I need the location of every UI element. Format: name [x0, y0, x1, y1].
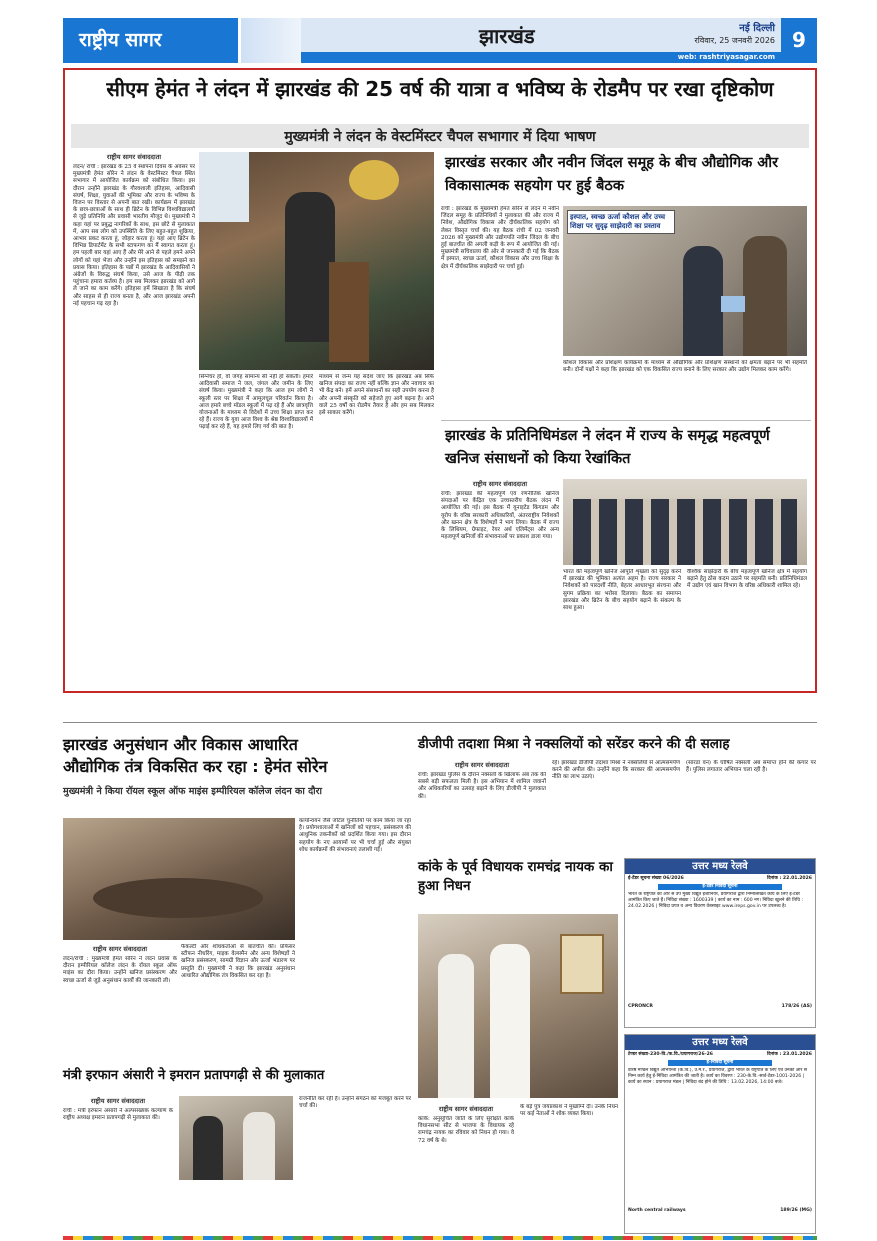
kanke-col2-text: के बड़े पुत्र जयप्रकाश ने मुखाग्नि दी। उनके निधन पर कई नेताओं ने शोक व्यक्त किया। [520, 1104, 618, 1118]
section-name: झारखंड [479, 24, 535, 48]
tender2-handle: North central railways [628, 1208, 686, 1213]
minerals-col1 [441, 479, 559, 685]
lead-headline: सीएम हेमंत ने लंदन में झारखंड की 25 वर्ष की यात्रा व भविष्य के रोडमैप पर रखा दृष्टिकोण [106, 77, 774, 101]
tender-notice-1 [624, 858, 816, 1028]
kanke-col1 [418, 1104, 514, 1234]
masthead-city: नई दिल्ली [739, 23, 775, 34]
research-headline-1: झारखंड अनुसंधान और विकास आधारित [63, 735, 298, 754]
jindal-body: रांची : झारखंड के मुख्यमंत्री हेमंत सोरेन से लंदन में नवीन जिंदल समूह के प्रतिनिधियों ने मुलाकात की और राज्य में निवेश, औद्योगिक विकास और दीर्घकालिक सहयोग को लेकर विस्तृत चर्चा की। यह बैठक रांची में 02 जनवरी 2026 को मुख्यमंत्री और उद्योगपति नवीन जिंदल के बीच हुई बातचीत की अगली कड़ी के रूप में आयोजित की गई। मुख्यमंत्री सचिवालय की ओर से जानकारी दी गई कि बैठक में इस्पात, स्वच्छ ऊर्जा, कौशल विकास और उच्च शिक्षा के क्षेत्र में दीर्घकालिक साझेदारी पर चर्चा हुई। [441, 206, 559, 270]
podium [329, 262, 369, 362]
research-byline: राष्ट्रीय सागर संवाददाता [92, 945, 148, 953]
irfan-figure-1 [193, 1116, 223, 1180]
dgp-story [418, 734, 816, 852]
jindal-inset-text: इस्पात, स्वच्छ ऊर्जा कौशल और उच्च शिक्षा पर सुदृढ़ साझेदारी का प्रस्ताव [570, 213, 666, 230]
lead-photo [199, 152, 434, 370]
dgp-col2-text: रहें। झारखंड डीजीपी तदाशा मिश्रा ने नक्सलियों से आत्मसमर्पण करने की अपील की। उन्होंने कहा कि सरकार की आत्मसमर्पण नीति का लाभ उठाएं। [552, 760, 680, 781]
tender-notice-2 [624, 1034, 816, 1234]
jindal-headline: झारखंड सरकार और नवीन जिंदल समूह के बीच औद्योगिक और विकासात्मक सहयोग पर हुई बैठक [445, 155, 779, 194]
tender1-footer: 178/26 (AS) [781, 1004, 812, 1009]
minerals-story [441, 420, 811, 687]
research-col2-text: फैकल्टी और शोधकर्ताओं से बातचीत की। प्रोफेसर स्टीफन नीधरिंग, माइक वेल्समैन और अन्य विशेषज्ञों ने खनिज प्रसंस्करण, सामग्री विज्ञान और ऊर्जा भंडारण पर प्रस्तुति दी। मुख्यमंत्री ने कहा कि झारखंड अनुसंधान आधारित औद्योगिक तंत्र विकसित कर रहा है। [181, 944, 295, 979]
minerals-body2: भारत की महत्वपूर्ण खनिज आपूर्ति शृंखला को सुदृढ़ करने में झारखंड की भूमिका अत्यंत अहम है। राज्य सरकार ने निवेशकों को पारदर्शी नीति, बेहतर आधारभूत संरचना और सुगम प्रक्रिया का भरोसा दिलाया। बैठक का समापन झारखंड और ब्रिटेन के बीच सहयोग बढ़ाने के संकल्प के साथ हुआ। [563, 569, 681, 612]
kanke-story [418, 858, 618, 1234]
lead-subhead: मुख्यमंत्री ने लंदन के वेस्टमिंस्टर चैपल सभागार में दिया भाषण [284, 129, 596, 145]
jindal-photo [563, 206, 807, 356]
lead-col1 [73, 152, 195, 687]
irfan-headline: मंत्री इरफान अंसारी ने इमरान प्रतापगढ़ी से की मुलाकात [63, 1068, 325, 1083]
minerals-body3: वैश्विक साझेदारी के बीच महत्वपूर्ण खनिज क्षेत्र में सहयोग बढ़ाने हेतु ठोस कदम उठाने पर सहमति बनी। प्रतिनिधिमंडल में उद्योग एवं खान विभाग के वरिष्ठ अधिकारी शामिल रहे। [687, 569, 807, 590]
kanke-headline: कांके के पूर्व विधायक रामचंद्र नायक का हुआ निधन [418, 859, 613, 894]
tender2-notice-no: टेण्डर संख्या-230-वि./क.वि./प्रयागराज/26-26 [628, 1052, 713, 1057]
tender2-title: ई-निविदा सूचना [668, 1060, 772, 1066]
dgp-byline: राष्ट्रीय सागर संवाददाता [454, 761, 510, 769]
irfan-col2-text: राजनीति कर रही है। उन्होंने संगठन को मजबूत करने पर चर्चा की। [299, 1096, 411, 1110]
jindal-body-col [441, 206, 559, 412]
masthead-band [301, 18, 781, 52]
memento [721, 296, 745, 312]
research-subhead: मुख्यमंत्री ने किया रॉयल स्कूल ऑफ माइंस इम्पीरियल कॉलेज लंदन का दौरा [63, 786, 322, 797]
tender1-body: भारत के राष्ट्रपति की ओर से उप मुख्य विद्युत इंजीनियर, प्रयागराज द्वारा निम्नलिखित कार्य के लिए ई-टेंडर आमंत्रित किए जाते हैं। निविदा संख्या : 1600339 | कार्य का नाम : 600 नग। निविदा खुलने की तिथि : 24.02.2026 | निविदा प्रपत्र व अन्य विवरण वेबसाइट www.ireps.gov.in पर उपलब्ध है। [628, 892, 804, 909]
mourner-1 [438, 954, 474, 1098]
minerals-byline: राष्ट्रीय सागर संवाददाता [472, 480, 528, 488]
dgp-col1-text: रांची: झारखंड पुलिस के दौरान नक्सलों के खिलाफ अब तक की सबसे बड़ी सफलता मिली है। इस अभियान में शामिल जवानों और अधिकारियों का उत्साह बढ़ाने के लिए डीजीपी ने मुलाकात की। [418, 772, 546, 800]
masthead-dots [241, 18, 301, 63]
person-right [743, 236, 787, 356]
research-story [63, 734, 411, 1056]
research-col1 [63, 944, 177, 1056]
lead-byline: राष्ट्रीय सागर संवाददाता [106, 153, 162, 161]
mourner-2 [490, 944, 530, 1098]
meeting-table [93, 878, 263, 918]
tender2-body: वरिष्ठ मण्डल विद्युत अभियन्ता (क.वि.), उ.म.रे., प्रयागराज, द्वारा भारत के राष्ट्रपति के लिए एवं उनकी ओर से निम्न कार्य हेतु ई-निविदा आमंत्रित की जाती है। कार्य का विवरण : 230-के.वि.-सार्व-टेंडर-1001-2026 | कार्य का स्थान : प्रयागराज मंडल | निविदा बंद होने की तिथि : 13.02.2026, 14:00 बजे। [628, 1068, 807, 1085]
irfan-byline: राष्ट्रीय सागर संवाददाता [90, 1097, 146, 1105]
research-col3-text: कार्यान्वयन जैसे जटिल चुनौतियों पर काम किया जा रहा है। प्रयोगशालाओं में खनिजों को पहचान, प्रसंस्करण की आधुनिक तकनीकों को प्रदर्शित किया गया। इस दौरान सहयोग के नए आयामों पर भी चर्चा हुई और संयुक्त शोध कार्यक्रमों की संभावनाएं तलाशी गईं। [299, 818, 411, 853]
paper-name: राष्ट्रीय सागर [79, 29, 162, 51]
kanke-col1-text: कांके: अनुसूचित जाति के लिए सुरक्षित कांके विधानसभा सीट से भाजपा के विधायक रहे रामचंद्र नायक का रविवार को निधन हो गया। वे 72 वर्ष के थे। [418, 1116, 514, 1144]
masthead-date: रविवार, 25 जनवरी 2026 [694, 36, 775, 45]
dgp-headline: डीजीपी तदाशा मिश्रा ने नक्सलियों को सरेंडर करने की दी सलाह [418, 736, 730, 752]
lead-photo-screen [199, 152, 249, 222]
irfan-photo [179, 1096, 293, 1180]
irfan-story [63, 1066, 411, 1234]
irfan-col1 [63, 1096, 173, 1234]
lead-story [63, 68, 817, 693]
research-headline-2: औद्योगिक तंत्र विकसित कर रहा : हेमंत सोरेन [63, 757, 328, 776]
section-divider [63, 722, 817, 723]
masthead-web: web: rashtriyasagar.com [677, 53, 775, 61]
person-left [683, 246, 723, 356]
tender1-title: ई-टेंडर निविदा सूचना [658, 884, 782, 890]
footer-registration-strip [63, 1236, 817, 1240]
tender1-date: दिनांक : 22.01.2026 [767, 876, 812, 881]
masthead-web-band [301, 52, 781, 63]
tender2-railway: उत्तर मध्य रेलवे [625, 1035, 815, 1050]
minerals-body: रांची: झारखंड की महत्वपूर्ण एवं रणनीतिक खनिज संपदाओं पर केंद्रित एक उच्चस्तरीय बैठक लंदन में आयोजित की गई। इस बैठक में यूनाइटेड किंगडम और यूरोप के वरिष्ठ सरकारी अधिकारियों, अंतरराष्ट्रीय निवेशकों और खनन क्षेत्र के विशेषज्ञों ने भाग लिया। बैठक में राज्य के लिथियम, ग्रेफाइट, रेयर अर्थ एलिमेंट्स और अन्य महत्वपूर्ण खनिजों की संभावनाओं पर प्रकाश डाला गया। [441, 491, 559, 541]
dgp-col3-text: (सारंडा वन) के घोषित नक्सली अब समाप्त होने की कगार पर हैं। पुलिस लगातार अभियान चला रही है। [686, 760, 816, 774]
masthead [63, 18, 817, 63]
minerals-photo [563, 479, 807, 565]
portrait-frame [560, 934, 604, 994]
irfan-col1-text: रांची : मंत्री इरफान अंसारी ने अल्पसंख्यक कल्याण के राष्ट्रीय अध्यक्ष इमरान प्रतापगढ़ी से मुलाकात की। [63, 1108, 173, 1122]
lead-col2-text: सिग्नेचर हो, वो जगह सामान्य सी नहीं हो सकती। हमारे आदिवासी समाज ने जल, जंगल और जमीन के लिए संघर्ष किया। मुख्यमंत्री ने कहा कि आज हम लोगों ने स्कूली स्तर पर शिक्षा में आमूलचूल परिवर्तन किया है। आज हमारे बच्चे मॉडल स्कूलों में पढ़ रहे हैं और छात्रवृत्ति योजनाओं के माध्यम से विदेशों में उच्च शिक्षा प्राप्त कर रहे हैं। राज्य के युवा आज विश्व के श्रेष्ठ विश्वविद्यालयों में पढ़ाई कर रहे हैं, यह हमारे लिए गर्व की बात है। [199, 374, 313, 431]
lead-subhead-band [71, 124, 809, 148]
tender2-date: दिनांक : 23.01.2026 [767, 1052, 812, 1057]
research-col1-text: लंदन/रांची : मुख्यमंत्री हेमंत सोरेन ने लंदन प्रवास के दौरान इम्पीरियल कॉलेज लंदन के रॉयल स्कूल ऑफ माइंस का दौरा किया। उन्होंने खनिज प्रसंस्करण और स्वच्छ ऊर्जा से जुड़े अनुसंधान कार्यों की जानकारी ली। [63, 956, 177, 984]
irfan-figure-2 [243, 1112, 275, 1180]
kanke-byline: राष्ट्रीय सागर संवाददाता [438, 1105, 494, 1113]
speaker-figure [285, 192, 335, 342]
kanke-photo [418, 914, 618, 1098]
jindal-body2: कौशल विकास और प्रशिक्षण कार्यक्रमों के माध्यम से औद्योगिक और प्रशिक्षण संस्थानों को क्षमता बढ़ाने पर भी सहमति बनी। दोनों पक्षों ने कहा कि झारखंड को एक विकसित राज्य बनाने के लिए सरकार और उद्योग मिलकर काम करेंगे। [563, 360, 807, 374]
jindal-story [441, 152, 811, 414]
minerals-headline: झारखंड के प्रतिनिधिमंडल ने लंदन में राज्य के समृद्ध महत्वपूर्ण खनिज संसाधनों को किया रेखांकित [445, 428, 770, 467]
dgp-col1 [418, 760, 546, 850]
research-photo [63, 818, 295, 940]
page-number: 9 [781, 18, 817, 63]
masthead-left-panel [63, 18, 238, 63]
tender1-handle: CPRONCR [628, 1004, 653, 1009]
tender1-railway: उत्तर मध्य रेलवे [625, 859, 815, 874]
lead-photo-logo [349, 160, 399, 200]
tender1-notice-no: ई-टेंडर सूचना संख्या 06/2026 [628, 876, 684, 881]
tender2-footer: 189/26 (MG) [780, 1208, 812, 1213]
jindal-inset [567, 210, 675, 234]
group-row [573, 499, 797, 565]
lead-col3-text: माध्यम से जन्म यह संदेश जाए कि झारखंड अब सिर्फ खनिज संपदा का राज्य नहीं बल्कि ज्ञान और नवाचार का भी केंद्र बने। हमें अपने संसाधनों का सही उपयोग करना है और अपनी संस्कृति को सहेजते हुए आगे बढ़ना है। आने वाले 25 वर्षों का रोडमैप तैयार है और हम सब मिलकर इसे साकार करेंगे। [319, 374, 434, 417]
lead-col1-text: लंदन/ रांची : झारखंड के 25 वें स्थापना दिवस के अवसर पर मुख्यमंत्री हेमंत सोरेन ने लंदन के वेस्टमिंस्टर चैपल स्थित सभागार में आयोजित कार्यक्रम को संबोधित किया। इस दौरान उन्होंने झारखंड के गौरवशाली इतिहास, आदिवासी संघर्ष, शिक्षा, युवाओं की भूमिका और राज्य के भविष्य के विजन पर विस्तार से अपनी बात रखी। कार्यक्रम में झारखंड के छात्र-छात्राओं के साथ ही ब्रिटेन के विभिन्न विश्वविद्यालयों से जुड़े प्रतिनिधि और प्रवासी भारतीय मौजूद थे। मुख्यमंत्री ने कहा यहां पर प्रबुद्ध नागरिकों के साथ, इस छोटे से मुलाकात में, आप सब लोग को उपस्थिति के लिए बहुत-बहुत शुक्रिया, आभार प्रकट करता हूं, जोहार करता हूं। यहां आए ब्रिटेन के विभिन्न डिपार्टमेंट के सभी स्टाफगण का मैं स्वागत करता हूं। हम पहली बार यहां आए हैं और मेरे आने से पहले हमने अपने लोगों को यहां भेजा और उन्होंने इस इतिहास को समझने का प्रयास किया। इतिहास के पन्नों में झारखंड के आदिवासियों ने अंग्रेजों के विरुद्ध संघर्ष किया, उसे आज के पीढ़ी तक पहुंचाना हमारा कर्तव्य है। हम सब मिलकर झारखंड को आगे ले जाने का काम करेंगे। इतिहास हमें सिखाता है कि संघर्ष और साहस से ही राज्य बनता है, और आज झारखंड अपनी नई पहचान गढ़ रहा है। [73, 164, 195, 307]
